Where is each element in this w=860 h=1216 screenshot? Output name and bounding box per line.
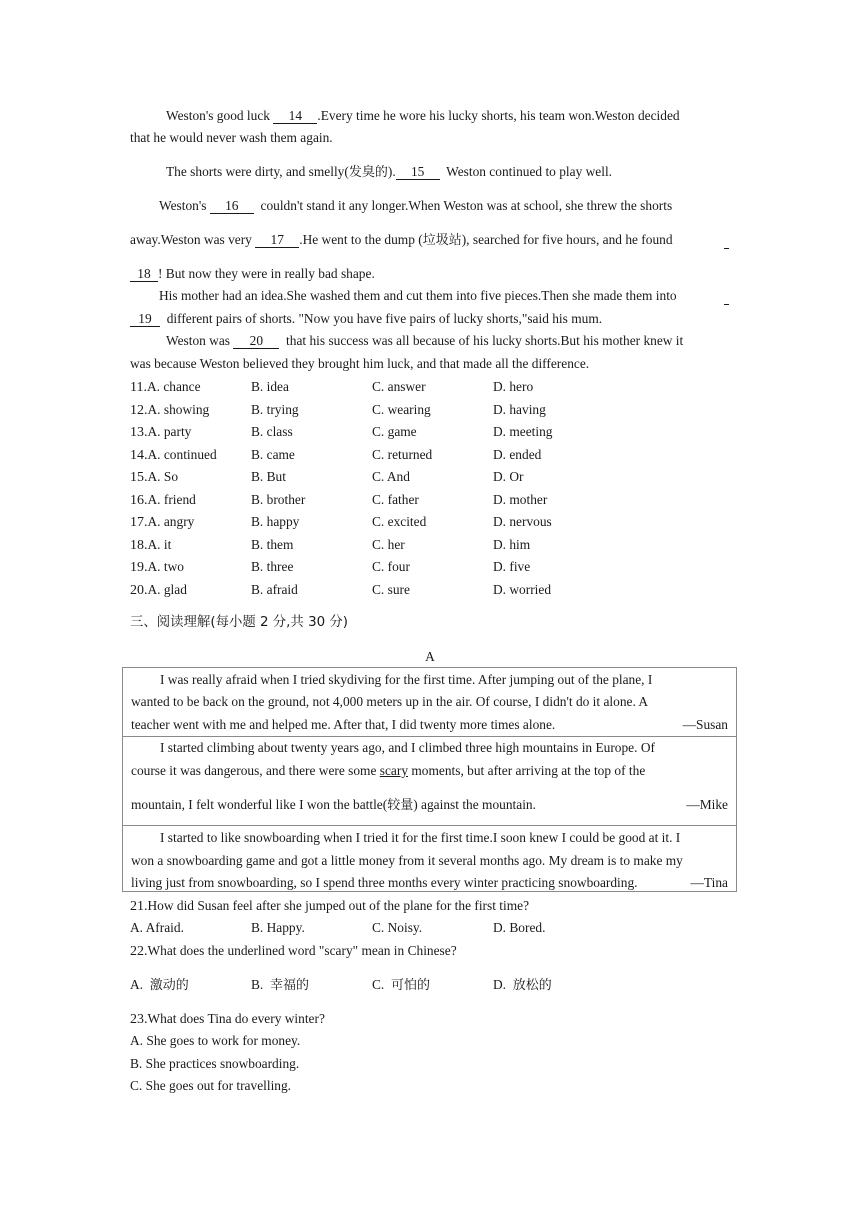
option-22b[interactable] bbox=[251, 976, 309, 995]
option-text: D. him bbox=[493, 536, 531, 552]
option-23b[interactable]: B. She practices snowboarding. bbox=[130, 1056, 300, 1071]
question-number: 14. bbox=[130, 447, 148, 463]
cloze-option-b[interactable] bbox=[251, 581, 298, 599]
cloze-option-d[interactable] bbox=[493, 401, 546, 419]
question-23 bbox=[130, 1010, 325, 1029]
option-text: A. showing bbox=[147, 401, 210, 417]
option-23a[interactable]: A. She goes to work for money. bbox=[130, 1033, 301, 1048]
passage-text: Weston's bbox=[159, 198, 210, 213]
option-text: C. game bbox=[372, 424, 417, 439]
cloze-option-d[interactable] bbox=[493, 378, 533, 396]
question-text: How did Susan feel after she jumped out of the plane for the first time? bbox=[147, 898, 530, 913]
option-text: C. And bbox=[372, 469, 410, 484]
option-21b[interactable]: B. Happy. bbox=[251, 920, 305, 935]
tina-text: won a snowboarding game and got a little money from it several months ago. My dream is to make my bbox=[131, 853, 683, 868]
option-22c[interactable] bbox=[372, 976, 430, 995]
cloze-option-b[interactable] bbox=[251, 536, 293, 554]
cloze-option-a[interactable] bbox=[130, 446, 217, 465]
passage-line: was because Weston believed they brought him luck, and that made all the difference. bbox=[130, 356, 590, 371]
cloze-option-d[interactable] bbox=[493, 581, 551, 599]
option-text: A. glad bbox=[147, 581, 187, 597]
blank-16[interactable]: 16 bbox=[210, 198, 254, 214]
question-number: 20. bbox=[130, 582, 148, 598]
option-text: C. excited bbox=[372, 514, 427, 529]
question-number: 23. bbox=[130, 1012, 148, 1027]
question-number: 16. bbox=[130, 492, 148, 508]
cloze-option-a[interactable] bbox=[130, 536, 171, 555]
option-text: C. sure bbox=[372, 581, 410, 597]
option-23c[interactable]: C. She goes out for travelling. bbox=[130, 1078, 292, 1093]
passage-text: ). bbox=[387, 164, 396, 179]
mike-text bbox=[131, 796, 536, 815]
cloze-option-b[interactable] bbox=[251, 401, 299, 419]
option-text: C. returned bbox=[372, 446, 433, 462]
passage-line bbox=[130, 265, 375, 283]
question-21 bbox=[130, 897, 529, 916]
option-text: B. idea bbox=[251, 379, 289, 394]
option-text: 放松的 bbox=[512, 978, 552, 993]
cloze-option-c[interactable] bbox=[372, 423, 417, 441]
option-text: A. two bbox=[147, 559, 184, 574]
cloze-option-d[interactable] bbox=[493, 423, 553, 441]
cloze-option-c[interactable] bbox=[372, 401, 431, 419]
chinese-gloss: 垃圾站 bbox=[422, 233, 462, 248]
cloze-option-b[interactable] bbox=[251, 468, 286, 486]
cloze-option-a[interactable] bbox=[130, 401, 209, 420]
cloze-option-a[interactable] bbox=[130, 581, 187, 600]
option-text: D. mother bbox=[493, 491, 548, 507]
cloze-option-c[interactable] bbox=[372, 536, 405, 554]
cloze-option-b[interactable] bbox=[251, 558, 293, 576]
option-text: D. worried bbox=[493, 581, 552, 597]
blank-14[interactable]: 14 bbox=[273, 108, 317, 124]
passage-text: .Every time he wore his lucky shorts, his team won.Weston decided bbox=[317, 108, 680, 123]
cloze-option-d[interactable] bbox=[493, 558, 530, 576]
passage-text: couldn't stand it any longer.When Weston was at school, she threw the shorts bbox=[253, 198, 673, 213]
option-text: 可怕的 bbox=[390, 978, 430, 993]
option-21d[interactable]: D. Bored. bbox=[493, 920, 546, 935]
passage-line: His mother had an idea.She washed them and cut them into five pieces.Then she made them into bbox=[159, 288, 677, 303]
option-text: C. father bbox=[372, 491, 419, 507]
option-text: B. class bbox=[251, 424, 293, 439]
option-text: D. hero bbox=[493, 379, 534, 394]
tina-signature: —Tina bbox=[690, 875, 728, 890]
option-text: B. came bbox=[251, 446, 295, 462]
cloze-option-b[interactable] bbox=[251, 446, 295, 464]
question-number: 12. bbox=[130, 402, 148, 418]
cloze-option-a[interactable] bbox=[130, 491, 196, 510]
cloze-option-c[interactable] bbox=[372, 581, 410, 599]
option-text: A. chance bbox=[146, 379, 201, 394]
reading-label: A bbox=[425, 649, 435, 664]
reading-table bbox=[122, 667, 737, 892]
passage-text: .He went to the dump ( bbox=[299, 232, 423, 247]
cloze-option-d[interactable] bbox=[493, 513, 552, 531]
option-text: B. afraid bbox=[251, 581, 298, 597]
option-text: A. angry bbox=[147, 514, 195, 529]
option-text: D. nervous bbox=[493, 514, 552, 529]
section-title: 三、阅读理解(每小题 2 分,共 30 分) bbox=[130, 615, 348, 630]
option-text: A. party bbox=[147, 424, 192, 439]
passage-text: that his success was all because of his lucky shorts.But his mother knew it bbox=[279, 333, 684, 348]
option-22a[interactable] bbox=[130, 976, 189, 995]
option-text: D. Or bbox=[493, 469, 524, 484]
question-22 bbox=[130, 942, 457, 961]
mike-text: I started climbing about twenty years ago, and I climbed three high mountains in Europe. Of bbox=[160, 740, 655, 755]
cloze-option-a[interactable] bbox=[130, 558, 184, 577]
passage-text: Weston was bbox=[166, 333, 234, 348]
underlined-word: scary bbox=[379, 763, 409, 778]
cloze-option-c[interactable] bbox=[372, 378, 426, 396]
question-number: 22. bbox=[130, 944, 148, 959]
passage-line bbox=[130, 231, 673, 250]
blank-20[interactable]: 20 bbox=[233, 333, 279, 349]
tina-text: living just from snowboarding, so I spend three months every winter practicing snowboarding. bbox=[131, 875, 638, 890]
passage-line bbox=[166, 332, 683, 350]
passage-line bbox=[166, 163, 612, 182]
option-text: B. trying bbox=[251, 401, 299, 417]
passage-text: ! But now they were in really bad shape. bbox=[158, 266, 375, 281]
mike-text-part: mountain, I felt wonderful like I won the battle( bbox=[131, 797, 388, 812]
question-text: What does Tina do every winter? bbox=[147, 1011, 325, 1026]
option-text: A. friend bbox=[147, 491, 196, 507]
question-number: 21. bbox=[130, 899, 148, 914]
cloze-option-d[interactable] bbox=[493, 468, 524, 486]
option-text: D. five bbox=[493, 559, 531, 574]
passage-text: away.Weston was very bbox=[130, 232, 256, 247]
susan-signature: —Susan bbox=[682, 717, 728, 732]
option-text: B. three bbox=[251, 559, 294, 574]
option-text: B. brother bbox=[251, 491, 306, 507]
option-text: C. her bbox=[372, 536, 405, 552]
option-text: D. having bbox=[493, 401, 546, 417]
cloze-option-a[interactable] bbox=[130, 423, 191, 442]
question-text: What does the underlined word "scary" mean in Chinese? bbox=[147, 943, 457, 958]
option-text: B. But bbox=[251, 469, 286, 484]
option-letter: B. bbox=[251, 977, 264, 992]
option-text: C. answer bbox=[372, 379, 426, 394]
mike-text-part: ) against the mountain. bbox=[413, 797, 536, 812]
passage-line bbox=[130, 310, 602, 328]
passage-line bbox=[159, 197, 672, 215]
option-text: 激动的 bbox=[149, 978, 189, 993]
option-text: A. it bbox=[147, 536, 172, 552]
divider bbox=[123, 825, 736, 826]
cloze-option-c[interactable] bbox=[372, 558, 410, 576]
option-21c[interactable]: C. Noisy. bbox=[372, 920, 423, 935]
blank-17[interactable]: 17 bbox=[255, 232, 299, 248]
option-text: 幸福的 bbox=[269, 978, 309, 993]
option-text: A. So bbox=[147, 469, 179, 484]
blank-19[interactable]: 19 bbox=[130, 311, 160, 327]
cloze-option-b[interactable] bbox=[251, 378, 289, 396]
chinese-gloss: 发臭的 bbox=[348, 165, 388, 180]
cloze-option-d[interactable] bbox=[493, 446, 541, 464]
passage-text: ), searched for five hours, and he found bbox=[461, 232, 673, 247]
passage-line bbox=[166, 107, 680, 125]
susan-text: teacher went with me and helped me. After that, I did twenty more times alone. bbox=[131, 717, 556, 732]
option-22d[interactable] bbox=[493, 976, 552, 995]
option-text: D. ended bbox=[493, 446, 542, 462]
susan-text: I was really afraid when I tried skydiving for the first time. After jumping out of the plane, I bbox=[160, 672, 653, 687]
question-number: 18. bbox=[130, 537, 148, 553]
passage-text: different pairs of shorts. "Now you have five pairs of lucky shorts,"said his mum. bbox=[160, 311, 603, 326]
cloze-option-b[interactable] bbox=[251, 423, 293, 441]
option-text: B. them bbox=[251, 536, 294, 552]
cloze-option-a[interactable] bbox=[130, 513, 194, 532]
cloze-option-c[interactable] bbox=[372, 513, 426, 531]
blank-15[interactable]: 15 bbox=[396, 164, 440, 180]
cloze-option-b[interactable] bbox=[251, 513, 299, 531]
passage-text: Weston continued to play well. bbox=[439, 164, 613, 179]
mike-signature: —Mike bbox=[686, 797, 728, 812]
chinese-gloss: 较量 bbox=[387, 798, 414, 813]
divider bbox=[123, 736, 736, 737]
blank-18[interactable]: 18 bbox=[130, 266, 158, 282]
question-number: 19. bbox=[130, 560, 148, 575]
tina-text: I started to like snowboarding when I tried it for the first time.I soon knew I could be good at it. I bbox=[160, 830, 681, 845]
cloze-option-c[interactable] bbox=[372, 446, 432, 464]
cloze-option-a[interactable] bbox=[130, 378, 201, 397]
option-text: A. continued bbox=[147, 446, 217, 462]
option-text: D. meeting bbox=[493, 424, 553, 439]
question-number: 17. bbox=[130, 515, 148, 530]
mike-text bbox=[131, 762, 645, 780]
option-letter: C. bbox=[372, 977, 385, 992]
option-21a[interactable]: A. Afraid. bbox=[130, 920, 184, 935]
blank-18-start bbox=[724, 236, 729, 249]
mike-text-part: moments, but after arriving at the top of the bbox=[408, 763, 646, 778]
question-number: 11. bbox=[130, 380, 147, 395]
cloze-option-c[interactable] bbox=[372, 491, 419, 509]
cloze-option-d[interactable] bbox=[493, 491, 547, 509]
question-number: 15. bbox=[130, 470, 148, 485]
option-letter: D. bbox=[493, 977, 507, 992]
option-letter: A. bbox=[130, 977, 144, 992]
question-number: 13. bbox=[130, 425, 148, 440]
passage-text: Weston's good luck bbox=[166, 108, 274, 123]
passage-text: The shorts were dirty, and smelly( bbox=[166, 164, 349, 179]
cloze-option-c[interactable] bbox=[372, 468, 410, 486]
option-text: B. happy bbox=[251, 514, 300, 529]
cloze-option-a[interactable] bbox=[130, 468, 178, 487]
blank-19-start bbox=[724, 292, 729, 305]
option-text: C. four bbox=[372, 559, 410, 574]
cloze-option-b[interactable] bbox=[251, 491, 305, 509]
cloze-option-d[interactable] bbox=[493, 536, 530, 554]
susan-text: wanted to be back on the ground, not 4,000 meters up in the air. Of course, I didn't do it alone. A bbox=[131, 694, 649, 709]
mike-text-part: course it was dangerous, and there were some bbox=[131, 763, 380, 778]
option-text: C. wearing bbox=[372, 401, 431, 417]
passage-line: that he would never wash them again. bbox=[130, 130, 333, 145]
